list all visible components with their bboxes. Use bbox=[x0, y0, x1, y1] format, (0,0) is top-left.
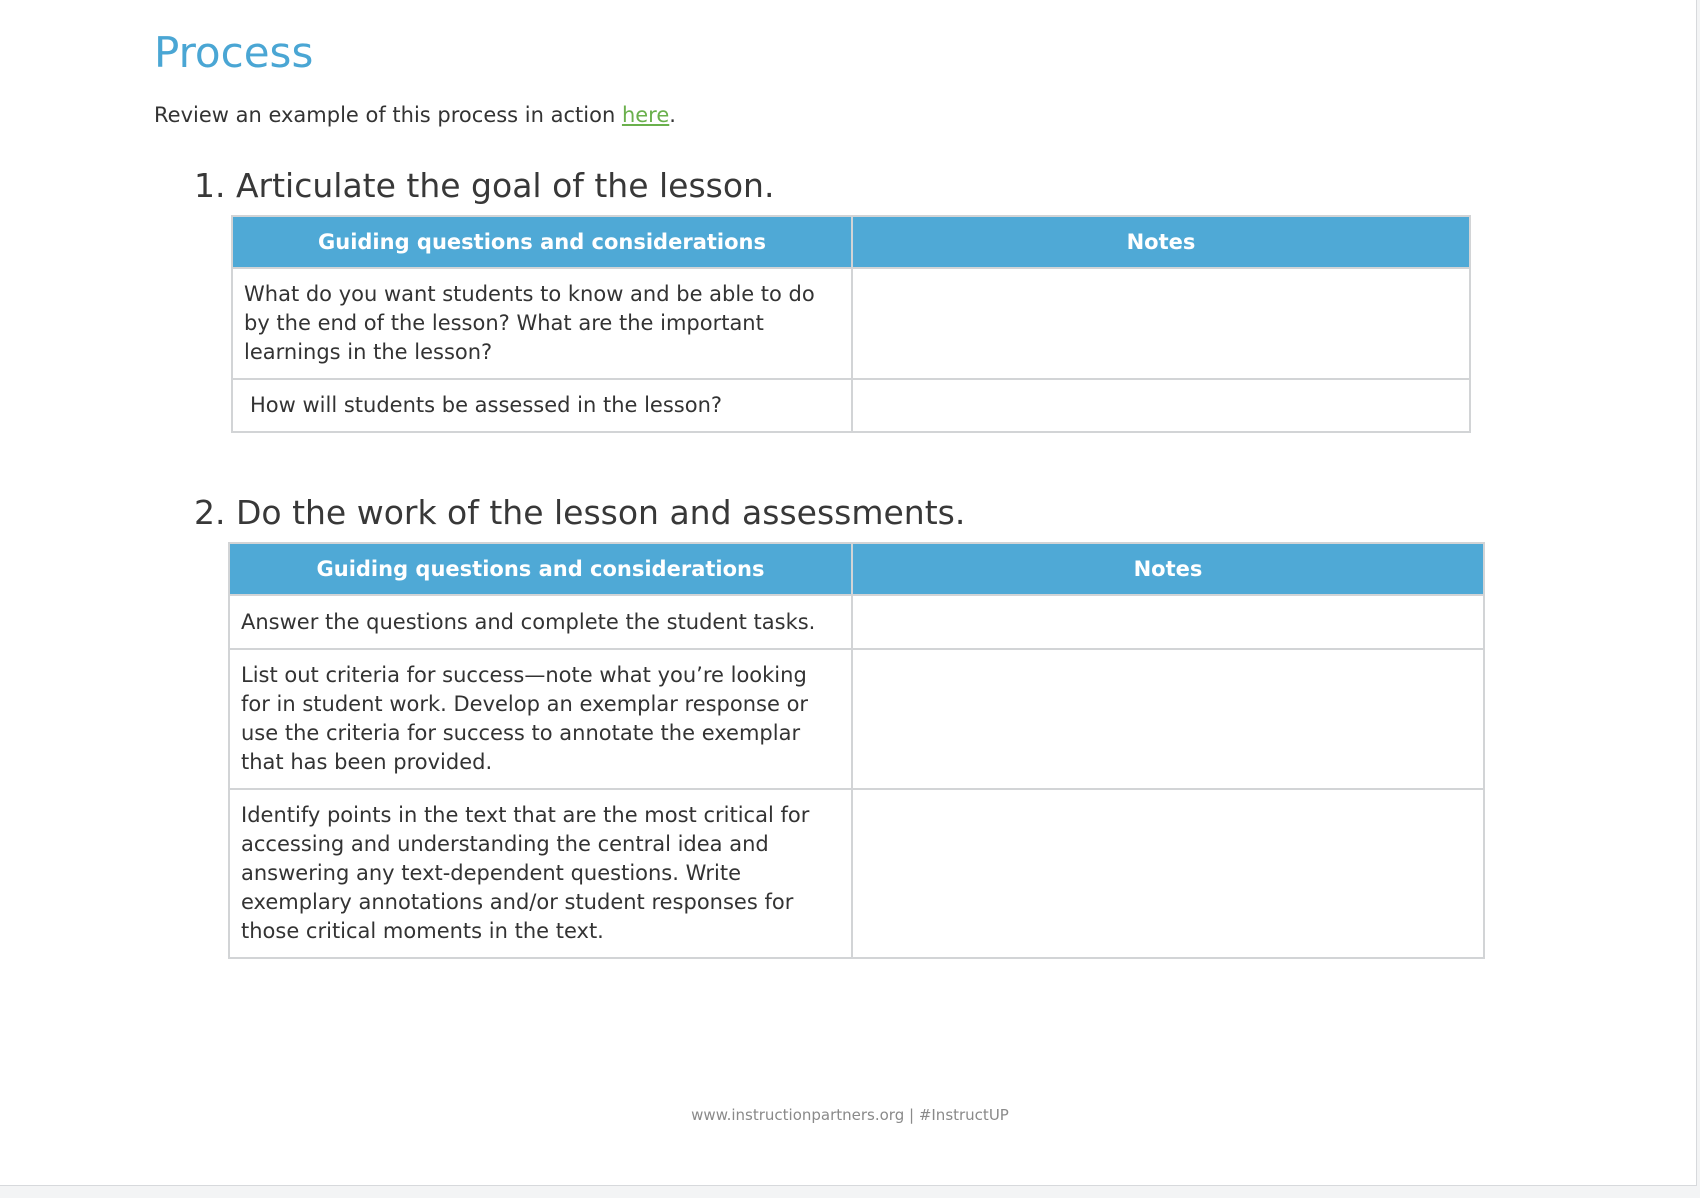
table-row bbox=[229, 649, 1484, 789]
section-1-table bbox=[231, 215, 1471, 433]
section-2-table bbox=[228, 542, 1485, 959]
notes-cell[interactable] bbox=[852, 268, 1470, 379]
table-header-row bbox=[232, 216, 1470, 268]
question-cell: List out criteria for success—note what you’re looking for in student work. Develop an exemplar response or use the criteria for success to annotate the exemplar that has been provided. bbox=[229, 649, 852, 789]
section-2-heading: 2. Do the work of the lesson and assessments. bbox=[194, 493, 966, 532]
column-header-questions: Guiding questions and considerations bbox=[232, 216, 852, 268]
table-header-row bbox=[229, 543, 1484, 595]
notes-cell[interactable] bbox=[852, 789, 1484, 958]
intro-suffix: . bbox=[669, 103, 676, 127]
notes-cell[interactable] bbox=[852, 595, 1484, 649]
column-header-notes: Notes bbox=[852, 543, 1484, 595]
table-row bbox=[229, 789, 1484, 958]
column-header-notes: Notes bbox=[852, 216, 1470, 268]
table-row bbox=[232, 379, 1470, 432]
notes-cell[interactable] bbox=[852, 379, 1470, 432]
question-cell: What do you want students to know and be able to do by the end of the lesson? What are the important learnings in the lesson? bbox=[232, 268, 852, 379]
table-row bbox=[229, 595, 1484, 649]
question-cell: How will students be assessed in the lesson? bbox=[232, 379, 852, 432]
intro-sentence: Review an example of this process in action bbox=[154, 103, 622, 127]
section-1-heading: 1. Articulate the goal of the lesson. bbox=[194, 166, 775, 205]
page-title: Process bbox=[154, 28, 314, 77]
page-footer: www.instructionpartners.org | #InstructUP bbox=[691, 1106, 1009, 1124]
notes-cell[interactable] bbox=[852, 649, 1484, 789]
question-cell: Answer the questions and complete the student tasks. bbox=[229, 595, 852, 649]
column-header-questions: Guiding questions and considerations bbox=[229, 543, 852, 595]
intro-text bbox=[154, 103, 676, 127]
question-cell: Identify points in the text that are the most critical for accessing and understanding the central idea and answering any text-dependent questions. Write exemplary annotations and/or student responses for those critical moments in the text. bbox=[229, 789, 852, 958]
table-row bbox=[232, 268, 1470, 379]
example-link[interactable]: here bbox=[621, 103, 670, 127]
